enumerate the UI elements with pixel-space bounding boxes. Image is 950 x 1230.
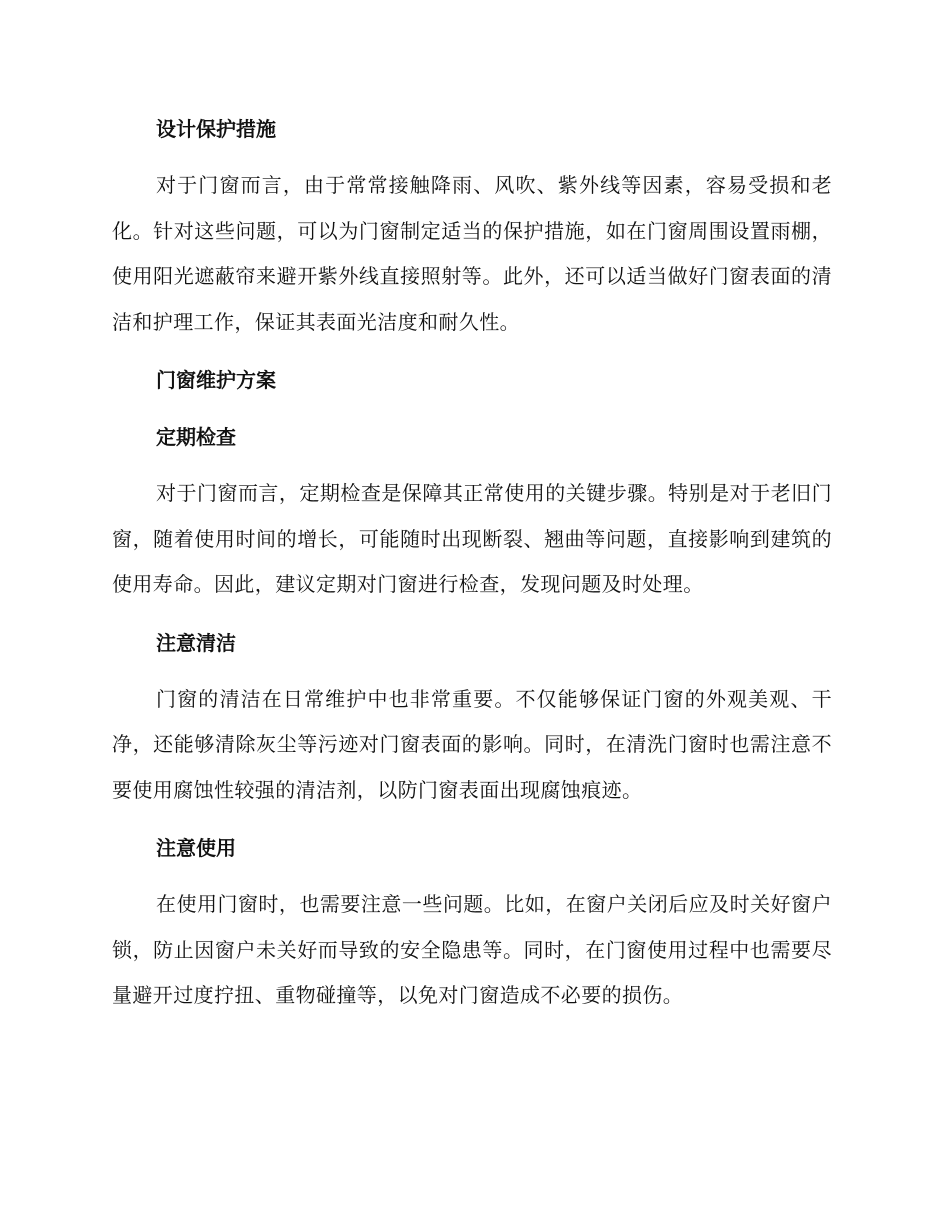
section-heading-protection: 设计保护措施 [156, 117, 276, 141]
section-heading-maintenance-plan: 门窗维护方案 [156, 368, 276, 392]
section-heading-usage: 注意使用 [156, 836, 236, 860]
section-heading-cleaning: 注意清洁 [156, 630, 236, 655]
section-paragraph-cleaning: 门窗的清洁在日常维护中也非常重要。不仅能够保证门窗的外观美观、干净，还能够清除灰尘等污迹对门窗表面的影响。同时，在清洗门窗时也需注意不要使用腐蚀性较强的清洁剂，以防门窗表面出现腐蚀痕迹。 [112, 686, 832, 802]
section-paragraph-regular-inspection: 对于门窗而言，定期检查是保障其正常使用的关键步骤。特别是对于老旧门窗，随着使用时间的增长，可能随时出现断裂、翘曲等问题，直接影响到建筑的使用寿命。因此，建议定期对门窗进行检查，发现问题及时处理。 [112, 481, 832, 596]
section-heading-regular-inspection: 定期检查 [156, 425, 236, 449]
document-content [112, 106, 832, 1019]
section-paragraph-protection: 对于门窗而言，由于常常接触降雨、风吹、紫外线等因素，容易受损和老化。针对这些问题，可以为门窗制定适当的保护措施，如在门窗周围设置雨棚，使用阳光遮蔽帘来避开紫外线直接照射等。此外，还可以适当做好门窗表面的清洁和护理工作，保证其表面光洁度和耐久性。 [112, 173, 832, 334]
section-paragraph-usage: 在使用门窗时，也需要注意一些问题。比如，在窗户关闭后应及时关好窗户锁，防止因窗户未关好而导致的安全隐患等。同时，在门窗使用过程中也需要尽量避开过度拧扭、重物碰撞等，以免对门窗造成不必要的损伤。 [112, 892, 832, 1007]
